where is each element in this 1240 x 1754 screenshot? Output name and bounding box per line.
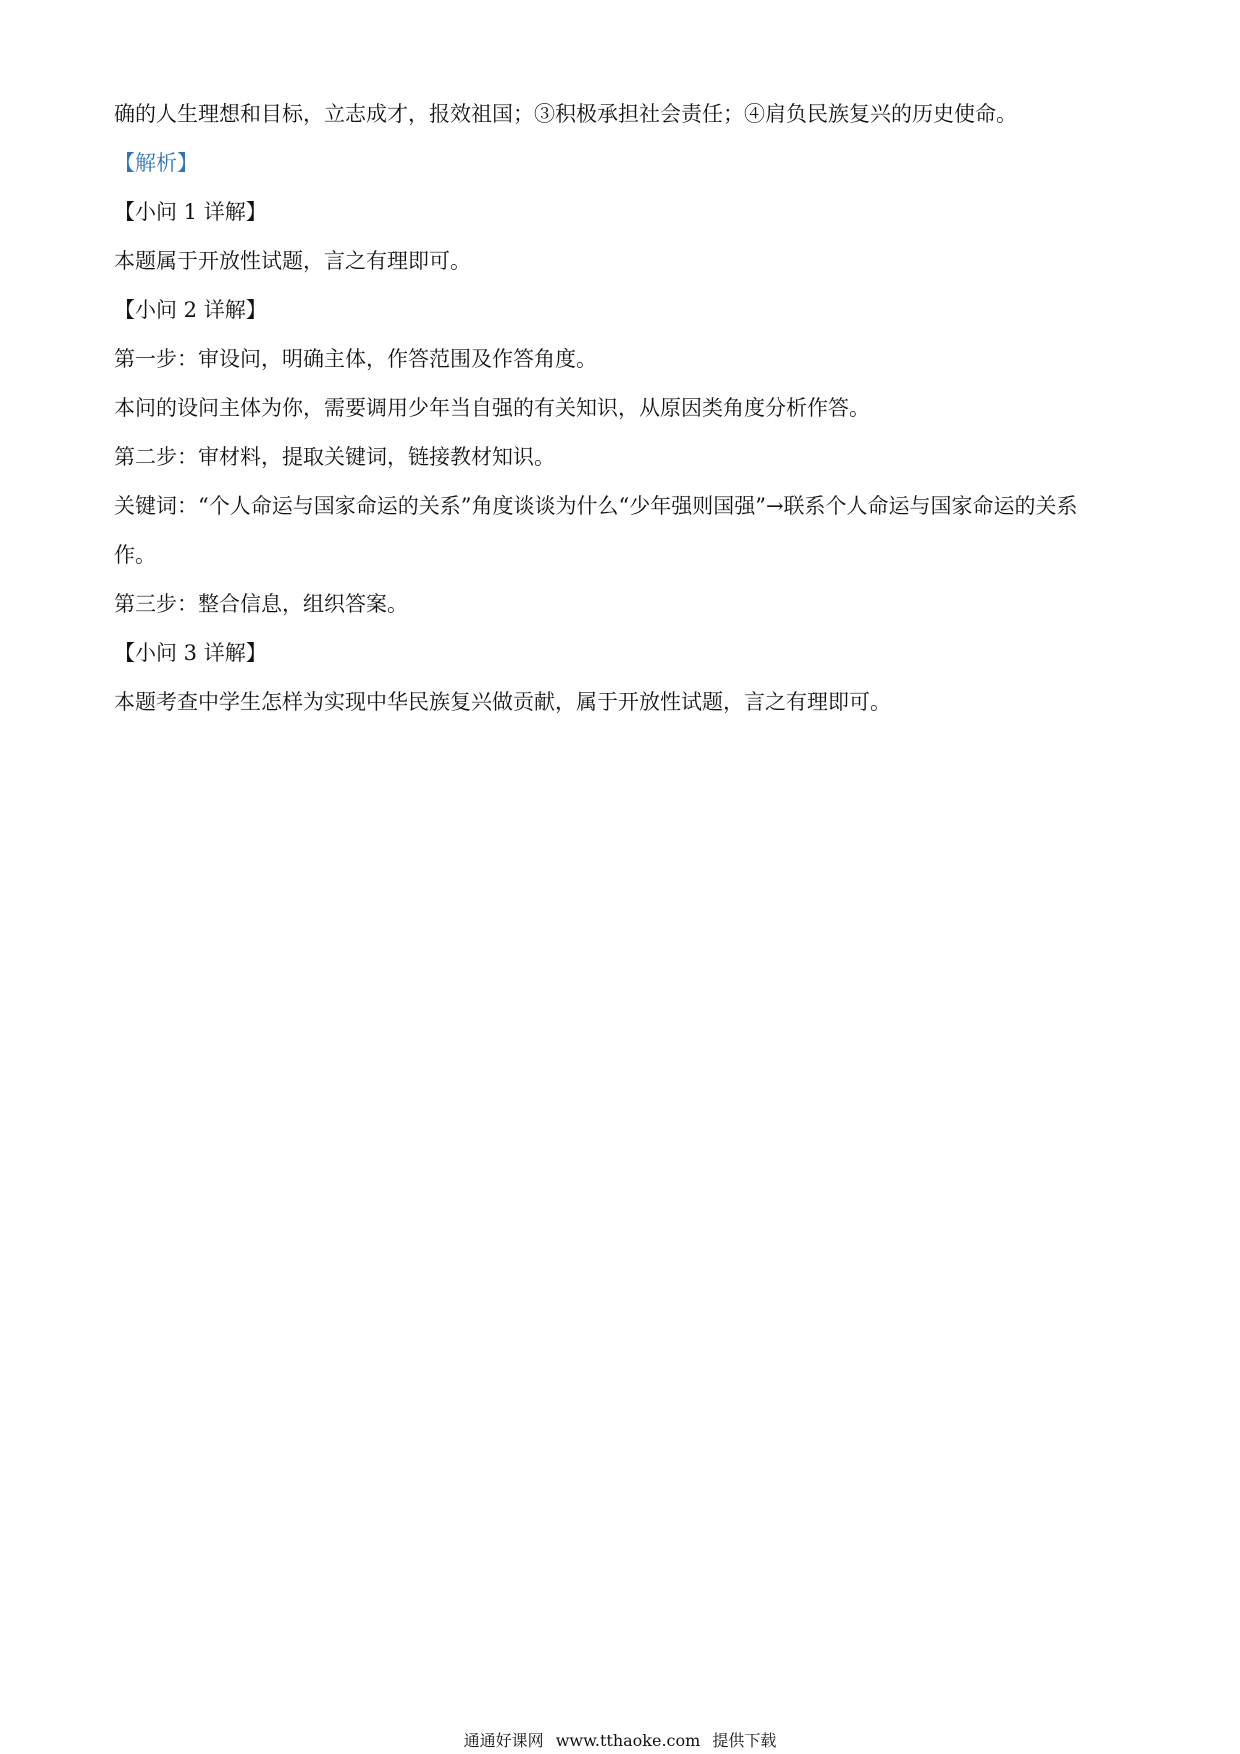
keywords-line-2: 作。 — [114, 543, 156, 567]
page-footer — [0, 1731, 1240, 1751]
subquestion-3-heading: 【小问 3 详解】 — [114, 641, 267, 665]
answer-continuation: 确的人生理想和目标，立志成才，报效祖国；③积极承担社会责任；④肩负民族复兴的历史使命。 — [114, 102, 1017, 126]
keywords-paragraph — [114, 492, 1124, 569]
subquestion-1-heading: 【小问 1 详解】 — [114, 200, 267, 224]
keywords-line-1: 关键词：“个人命运与国家命运的关系”角度谈谈为什么“少年强则国强”→联系个人命运与国家命运的关系 — [114, 494, 1078, 518]
step-three: 第三步：整合信息，组织答案。 — [114, 592, 408, 616]
footer-suffix: 提供下载 — [712, 1731, 777, 1750]
analysis-heading: 【解析】 — [114, 151, 198, 175]
subquestion-1-explanation: 本题属于开放性试题，言之有理即可。 — [114, 249, 471, 273]
step-one: 第一步：审设问，明确主体，作答范围及作答角度。 — [114, 347, 597, 371]
footer-site-name: 通通好课网 — [463, 1731, 544, 1750]
footer-url: www.tthaoke.com — [555, 1731, 701, 1750]
step-one-detail: 本问的设问主体为你，需要调用少年当自强的有关知识，从原因类角度分析作答。 — [114, 396, 870, 420]
subquestion-3-explanation: 本题考查中学生怎样为实现中华民族复兴做贡献，属于开放性试题，言之有理即可。 — [114, 690, 891, 714]
subquestion-2-heading: 【小问 2 详解】 — [114, 298, 267, 322]
step-two: 第二步：审材料，提取关键词，链接教材知识。 — [114, 445, 555, 469]
document-body — [114, 100, 1124, 737]
